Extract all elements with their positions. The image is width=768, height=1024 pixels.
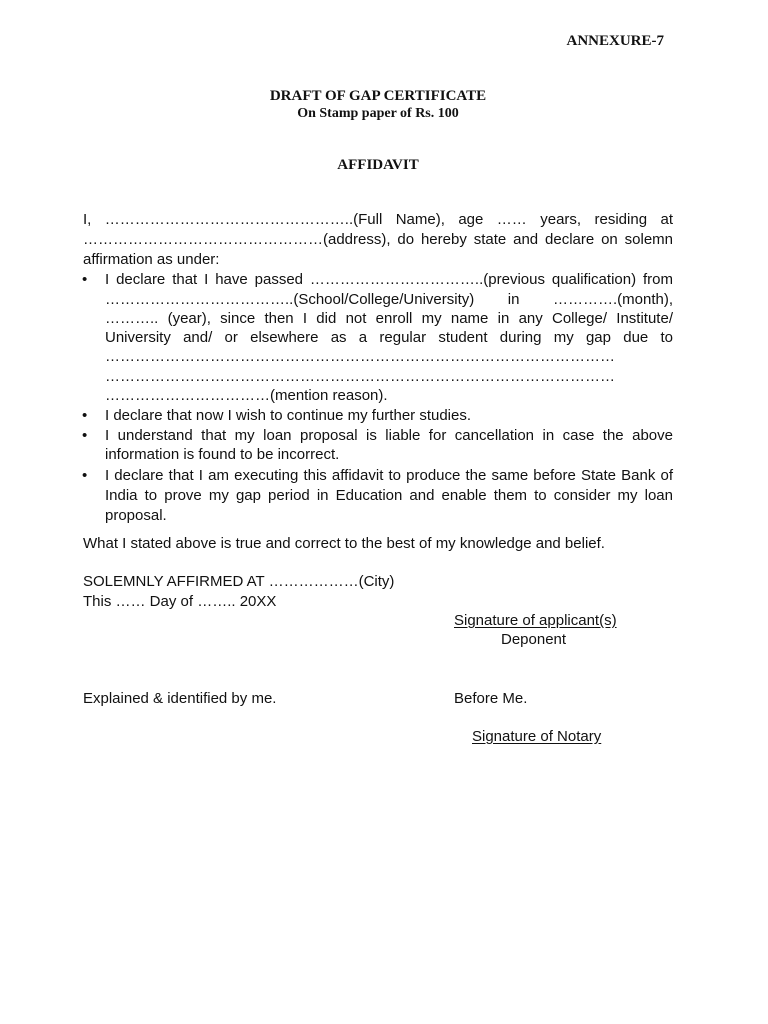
bullet-marker: • <box>82 271 88 288</box>
bullet-marker: • <box>82 467 88 484</box>
bullet-1-line: ……….. (year), since then I did not enroll my name in any College/ Institute/ <box>105 310 673 327</box>
affidavit-heading: AFFIDAVIT <box>337 157 419 173</box>
bullet-4-line: I declare that I am executing this affidavit to produce the same before State Bank of <box>105 467 673 484</box>
bullet-marker: • <box>82 407 88 424</box>
intro-line: I, …………………………………………..(Full Name), age …… years, residing at <box>83 211 673 228</box>
bullet-2-line: I declare that now I wish to continue my further studies. <box>105 407 472 424</box>
document-title: DRAFT OF GAP CERTIFICATE <box>269 88 487 104</box>
bullet-1-line: University and/ or elsewhere as a regular student during my gap due to <box>105 329 673 346</box>
document-subtitle: On Stamp paper of Rs. 100 <box>297 106 459 121</box>
intro-line: …………………………………………(address), do hereby state and declare on solemn <box>83 231 673 248</box>
bullet-1-line: ……………………………(mention reason). <box>105 387 388 404</box>
bullet-1-line: ………………………………..(School/College/University) in ………….(month), <box>105 291 673 308</box>
bullet-marker: • <box>82 427 88 444</box>
affirmation-date: This …… Day of …….. 20XX <box>83 593 277 610</box>
before-me-label: Before Me. <box>454 690 528 707</box>
explained-identified: Explained & identified by me. <box>83 690 277 707</box>
applicant-signature-label: Signature of applicant(s) <box>454 612 617 629</box>
notary-signature-label: Signature of Notary <box>472 728 602 745</box>
deponent-label: Deponent <box>501 631 567 648</box>
bullet-4-line: proposal. <box>105 507 167 524</box>
bullet-4-line: India to prove my gap period in Education and enable them to consider my loan <box>105 487 673 504</box>
intro-line: affirmation as under: <box>83 251 220 268</box>
bullet-3-line: I understand that my loan proposal is liable for cancellation in case the above <box>105 427 673 444</box>
bullet-1-line: ………………………………………………………………………………………… <box>105 348 615 365</box>
truth-statement: What I stated above is true and correct to the best of my knowledge and belief. <box>83 535 605 552</box>
affirmation-place: SOLEMNLY AFFIRMED AT ………………(City) <box>83 573 395 590</box>
annexure-label: ANNEXURE-7 <box>566 33 664 49</box>
bullet-1-line: I declare that I have passed ……………………………..(previous qualification) from <box>105 271 673 288</box>
bullet-3-line: information is found to be incorrect. <box>105 446 340 463</box>
bullet-1-line: ………………………………………………………………………………………… <box>105 368 615 385</box>
